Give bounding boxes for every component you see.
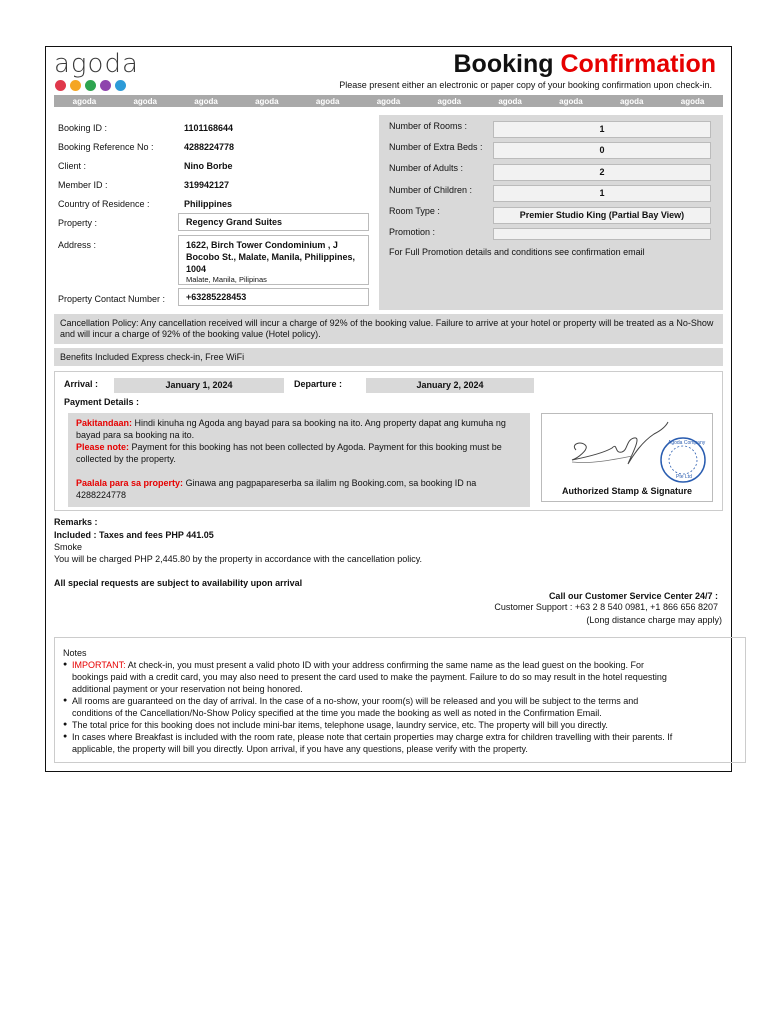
agoda-strip — [54, 95, 723, 107]
agoda-logo: agoda — [54, 49, 139, 79]
notes-content — [63, 647, 673, 755]
strip-word: agoda — [133, 96, 157, 106]
note-important-text: At check-in, you must present a valid photo ID with your address confirming the same name as the lead guest on the booking. For bookings paid with a credit card, you may also need to present the card used to make the payment. Failure to do so may result in the hotel requesting additional payment or your reservation not being honored. — [72, 660, 667, 694]
departure-label: Departure : — [294, 379, 343, 389]
strip-word: agoda — [255, 96, 279, 106]
residence-value: Philippines — [184, 199, 233, 209]
reference-label: Booking Reference No : — [58, 142, 154, 152]
payment-note-property-label: Paalala para sa property: — [76, 478, 184, 488]
member-value: 319942127 — [184, 180, 230, 190]
note-important-label: IMPORTANT: — [72, 660, 126, 670]
rooms-value: 1 — [493, 121, 711, 138]
note-item: ● The total price for this booking does not include mini-bar items, telephone usage, laundry service, etc. The property will bill you directly. — [63, 719, 673, 731]
strip-word: agoda — [72, 96, 97, 106]
strip-word: agoda — [437, 96, 462, 106]
remarks-title: Remarks : — [54, 517, 98, 527]
remarks-smoke: Smoke — [54, 542, 83, 552]
title-confirmation: Confirmation — [560, 50, 716, 78]
stamp-caption: Authorized Stamp & Signature — [562, 486, 693, 496]
page-title — [454, 50, 717, 79]
logo-dot-blue — [115, 80, 126, 91]
payment-note-english — [76, 441, 522, 465]
stamp-signature-box — [541, 413, 713, 502]
address-label: Address : — [58, 240, 97, 250]
logo-dot-red — [55, 80, 66, 91]
rooms-label: Number of Rooms : — [389, 121, 468, 131]
children-value: 1 — [493, 185, 711, 202]
logo-dot-orange — [70, 80, 81, 91]
payment-note-tagalog-text: Hindi kinuha ng Agoda ang bayad para sa booking na ito. Ang property dapat ang kumuha ng bayad para sa booking na ito. — [76, 418, 506, 440]
title-booking: Booking — [453, 50, 554, 78]
booking-confirmation-document — [45, 46, 732, 772]
payment-note-tagalog — [76, 417, 522, 441]
strip-word: agoda — [376, 96, 401, 106]
booking-id-label: Booking ID : — [58, 123, 108, 133]
notes-title: Notes — [63, 648, 87, 658]
contact-label: Property Contact Number : — [58, 294, 166, 304]
member-label: Member ID : — [58, 180, 108, 190]
page-subtitle: Please present either an electronic or paper copy of your booking confirmation upon check-in. — [339, 80, 712, 90]
remarks-included: Included : Taxes and fees PHP 441.05 — [54, 530, 214, 540]
strip-word: agoda — [498, 96, 522, 106]
address-sub: Malate, Manila, Pilipinas — [186, 275, 267, 284]
room-type-label: Room Type : — [389, 206, 440, 216]
departure-value: January 2, 2024 — [366, 378, 534, 393]
arrival-value: January 1, 2024 — [114, 378, 284, 393]
payment-note-property-text: Ginawa ang pagpapareserba sa ilalim ng Booking.com, sa booking ID na 4288224778 — [76, 478, 477, 500]
note-item — [63, 659, 673, 695]
strip-word: agoda — [619, 96, 644, 106]
support-title: Call our Customer Service Center 24/7 : — [548, 591, 718, 601]
payment-note-property — [76, 477, 522, 501]
payment-details-label: Payment Details : — [64, 397, 140, 407]
children-label: Number of Children : — [389, 185, 473, 195]
booking-id-value: 1101168644 — [184, 123, 234, 133]
room-type-value: Premier Studio King (Partial Bay View) — [493, 207, 711, 224]
note-item: ● All rooms are guaranteed on the day of arrival. In the case of a no-show, your room(s) will be released and you will be subject to the terms and conditions of the Cancellation/No-Show Policy specified at the time you made the booking as well as noted in the Confirmation Email. — [63, 695, 673, 719]
property-value: Regency Grand Suites — [178, 213, 369, 231]
promotion-value — [493, 228, 711, 240]
reference-value: 4288224778 — [184, 142, 235, 152]
payment-note-tagalog-label: Pakitandaan: — [76, 418, 133, 428]
benefits-included: Benefits Included Express check-in, Free WiFi — [54, 348, 723, 366]
logo-dot-green — [85, 80, 96, 91]
strip-word: agoda — [559, 96, 583, 106]
address-box — [178, 235, 369, 285]
strip-word: agoda — [680, 96, 705, 106]
support-numbers: Customer Support : +63 2 8 540 0981, +1 866 656 8207 — [494, 602, 718, 612]
logo-dot-purple — [100, 80, 111, 91]
strip-word: agoda — [194, 96, 218, 106]
stamp-text-top: Agoda Company — [668, 440, 706, 446]
address-value: 1622, Birch Tower Condominium , J Bocobo St., Malate, Manila, Philippines, 1004 — [186, 240, 356, 274]
payment-details — [68, 413, 530, 507]
promotion-note: For Full Promotion details and conditions see confirmation email — [389, 247, 645, 257]
booking-details — [54, 115, 379, 310]
property-label: Property : — [58, 218, 98, 228]
strip-word: agoda — [315, 96, 340, 106]
room-details — [379, 115, 723, 310]
extra-beds-value: 0 — [493, 142, 711, 159]
logo-dots — [55, 80, 126, 91]
adults-value: 2 — [493, 164, 711, 181]
special-requests: All special requests are subject to availability upon arrival — [54, 578, 303, 588]
residence-label: Country of Residence : — [58, 199, 150, 209]
client-label: Client : — [58, 161, 87, 171]
signature-image — [542, 414, 712, 484]
remarks-charge: You will be charged PHP 2,445.80 by the property in accordance with the cancellation policy. — [54, 554, 423, 564]
contact-value: +63285228453 — [178, 288, 369, 306]
payment-note-english-label: Please note: — [76, 442, 130, 452]
support-note: (Long distance charge may apply) — [586, 615, 722, 625]
adults-label: Number of Adults : — [389, 163, 464, 173]
payment-note-english-text: Payment for this booking has not been collected by Agoda. Payment for this booking must be collected by the property. — [76, 442, 502, 464]
extra-beds-label: Number of Extra Beds : — [389, 142, 483, 152]
stamp-text-bottom: Pte Ltd — [676, 474, 692, 480]
notes-box — [54, 637, 746, 763]
cancellation-policy: Cancellation Policy: Any cancellation received will incur a charge of 92% of the booking value. Failure to arrive at your hotel or property will be treated as a No-Show and will incur a charge of 92% of the booking value (Hotel policy). — [54, 314, 723, 344]
promotion-label: Promotion : — [389, 227, 436, 237]
client-value: Nino Borbe — [184, 161, 233, 171]
note-item: ● In cases where Breakfast is included with the room rate, please note that certain properties may charge extra for children travelling with their parents. If applicable, the property will bill you directly. Upon arrival, if you have any questions, please verify with the property. — [63, 731, 673, 755]
arrival-label: Arrival : — [64, 379, 99, 389]
